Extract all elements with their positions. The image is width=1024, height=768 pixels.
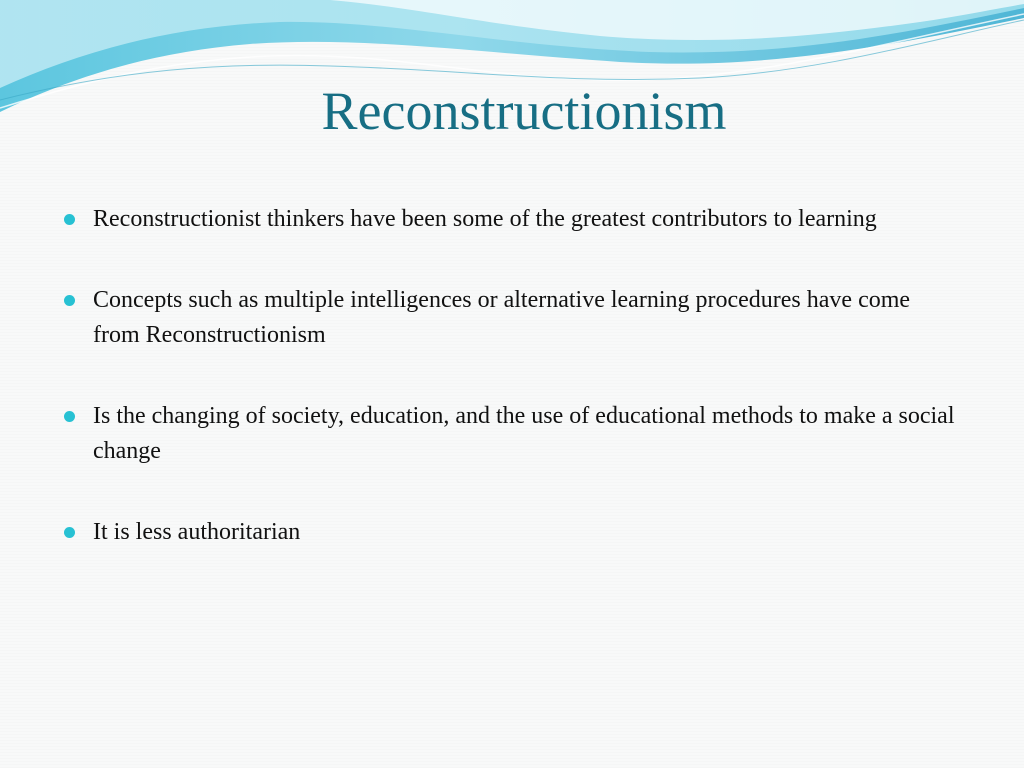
bullet-text: It is less authoritarian (93, 519, 301, 545)
bullet-text: Concepts such as multiple intelligences or alternative learning procedures have come from Reconstructionism (93, 287, 911, 348)
bullet-dot-icon (64, 411, 75, 422)
bullet-dot-icon (64, 527, 75, 538)
bullet-dot-icon (64, 214, 75, 225)
bullet-text: Is the changing of society, education, and the use of educational methods to make a social change (93, 403, 955, 464)
bullet-list (62, 202, 962, 596)
slide-title: Reconstructionism (321, 81, 727, 141)
bullet-dot-icon (64, 295, 75, 306)
bullet-item (62, 399, 962, 469)
bullet-item (62, 283, 962, 353)
bullet-item (62, 202, 962, 237)
bullet-text: Reconstructionist thinkers have been some of the greatest contributors to learning (93, 206, 877, 232)
bullet-item (62, 515, 962, 550)
